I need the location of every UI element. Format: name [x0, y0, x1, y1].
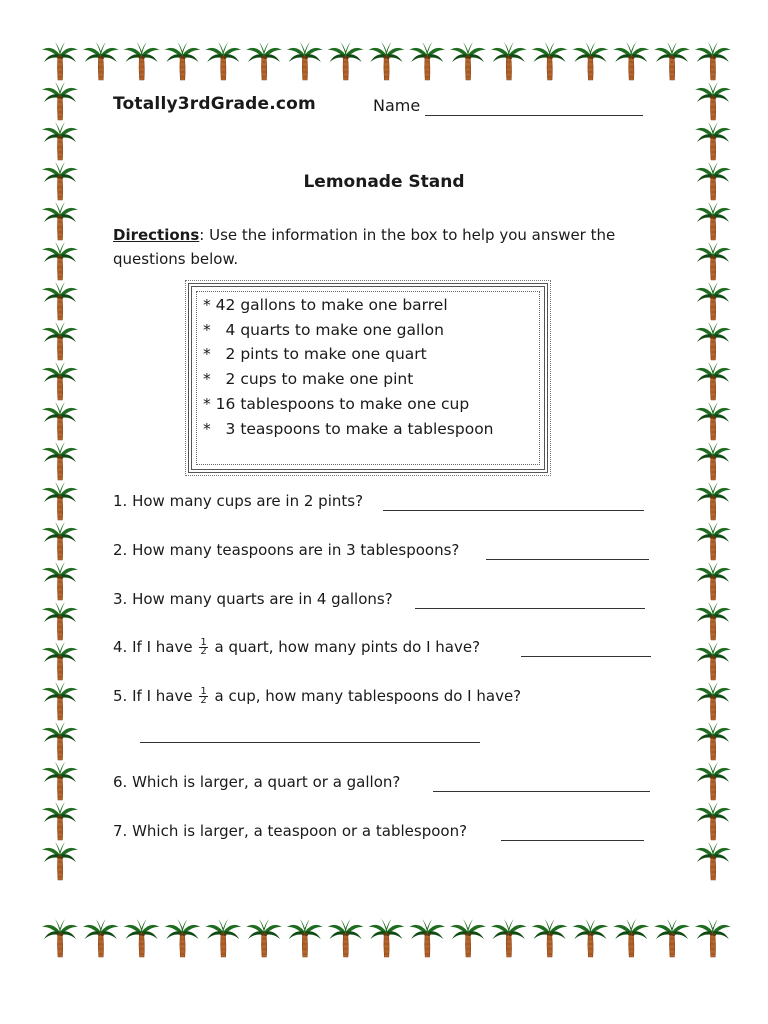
fact-line: * 2 cups to make one pint [203, 370, 414, 388]
fact-line: * 16 tablespoons to make one cup [203, 395, 470, 413]
palm-tree-icon [695, 801, 731, 840]
palm-tree-icon [532, 41, 568, 80]
palm-tree-icon [613, 918, 649, 957]
palm-tree-icon [42, 321, 78, 360]
palm-tree-icon [83, 41, 119, 80]
palm-tree-icon [654, 41, 690, 80]
palm-tree-icon [695, 561, 731, 600]
palm-tree-icon [491, 918, 527, 957]
question-7: 7. Which is larger, a teaspoon or a tablespoon? [113, 822, 468, 840]
palm-tree-icon [124, 918, 160, 957]
palm-tree-icon [42, 201, 78, 240]
palm-tree-icon [572, 41, 608, 80]
palm-tree-icon [42, 841, 78, 880]
palm-tree-icon [695, 721, 731, 760]
palm-tree-icon [328, 41, 364, 80]
palm-tree-icon [695, 81, 731, 120]
palm-tree-icon [695, 761, 731, 800]
palm-tree-icon [328, 918, 364, 957]
directions-text: : Use the information in the box to help you answer the questions below. [113, 226, 616, 268]
palm-tree-icon [83, 918, 119, 957]
palm-tree-icon [42, 761, 78, 800]
palm-tree-icon [42, 918, 78, 957]
palm-tree-icon [654, 918, 690, 957]
fact-line: * 3 teaspoons to make a tablespoon [203, 420, 494, 438]
fact-line: * 4 quarts to make one gallon [203, 321, 444, 339]
palm-tree-icon [246, 41, 282, 80]
palm-tree-icon [42, 721, 78, 760]
palm-tree-icon [287, 41, 323, 80]
palm-tree-icon [42, 801, 78, 840]
palm-tree-icon [572, 918, 608, 957]
palm-tree-icon [42, 441, 78, 480]
palm-tree-icon [695, 281, 731, 320]
palm-tree-icon [42, 641, 78, 680]
palm-tree-icon [695, 121, 731, 160]
answer-line-5[interactable] [140, 742, 480, 743]
palm-tree-icon [42, 561, 78, 600]
question-1: 1. How many cups are in 2 pints? [113, 492, 364, 510]
palm-tree-icon [695, 681, 731, 720]
palm-tree-icon [695, 361, 731, 400]
palm-tree-icon [695, 241, 731, 280]
palm-tree-icon [42, 361, 78, 400]
palm-tree-icon [42, 81, 78, 120]
palm-tree-icon [42, 681, 78, 720]
palm-tree-icon [368, 918, 404, 957]
palm-tree-icon [42, 121, 78, 160]
palm-tree-icon [409, 918, 445, 957]
palm-tree-icon [695, 441, 731, 480]
palm-tree-icon [246, 918, 282, 957]
fraction-half: $\frac{1}{2}$ [200, 686, 207, 706]
name-label: Name [373, 96, 421, 115]
answer-line-6[interactable] [433, 791, 650, 792]
palm-tree-icon [613, 41, 649, 80]
page-title: Lemonade Stand [303, 172, 465, 192]
question-3: 3. How many quarts are in 4 gallons? [113, 590, 393, 608]
palm-tree-icon [695, 601, 731, 640]
palm-tree-icon [695, 41, 731, 80]
palm-tree-icon [409, 41, 445, 80]
palm-tree-icon [695, 481, 731, 520]
palm-tree-icon [695, 201, 731, 240]
palm-tree-icon [450, 918, 486, 957]
palm-tree-icon [164, 918, 200, 957]
palm-tree-icon [695, 641, 731, 680]
palm-tree-icon [124, 41, 160, 80]
palm-tree-icon [42, 481, 78, 520]
palm-tree-icon [205, 41, 241, 80]
question-2: 2. How many teaspoons are in 3 tablespoons? [113, 541, 460, 559]
fact-line: * 42 gallons to make one barrel [203, 296, 448, 314]
question-5: 5. If I have $\frac{1}{2}$ a cup, how many tablespoons do I have? [113, 686, 522, 706]
palm-tree-icon [287, 918, 323, 957]
palm-tree-icon [695, 401, 731, 440]
directions [113, 223, 658, 271]
palm-tree-icon [205, 918, 241, 957]
fraction-half: $\frac{1}{2}$ [200, 637, 207, 657]
answer-line-3[interactable] [415, 608, 645, 609]
palm-tree-icon [695, 521, 731, 560]
answer-line-4[interactable] [521, 656, 651, 657]
palm-tree-icon [42, 241, 78, 280]
palm-tree-icon [695, 321, 731, 360]
directions-label: Directions [113, 226, 200, 244]
question-6: 6. Which is larger, a quart or a gallon? [113, 773, 401, 791]
palm-tree-icon [42, 521, 78, 560]
palm-tree-icon [42, 401, 78, 440]
palm-tree-icon [42, 601, 78, 640]
answer-line-1[interactable] [383, 510, 644, 511]
palm-tree-icon [532, 918, 568, 957]
palm-tree-icon [695, 918, 731, 957]
palm-tree-icon [450, 41, 486, 80]
palm-tree-icon [42, 281, 78, 320]
fact-line: * 2 pints to make one quart [203, 345, 427, 363]
site-name: Totally3rdGrade.com [113, 94, 316, 114]
answer-line-2[interactable] [486, 559, 649, 560]
palm-tree-icon [491, 41, 527, 80]
palm-tree-icon [164, 41, 200, 80]
question-4: 4. If I have $\frac{1}{2}$ a quart, how many pints do I have? [113, 637, 481, 657]
palm-tree-icon [368, 41, 404, 80]
palm-tree-icon [695, 841, 731, 880]
answer-line-7[interactable] [501, 840, 644, 841]
name-field-line[interactable] [425, 115, 643, 116]
palm-tree-icon [42, 41, 78, 80]
